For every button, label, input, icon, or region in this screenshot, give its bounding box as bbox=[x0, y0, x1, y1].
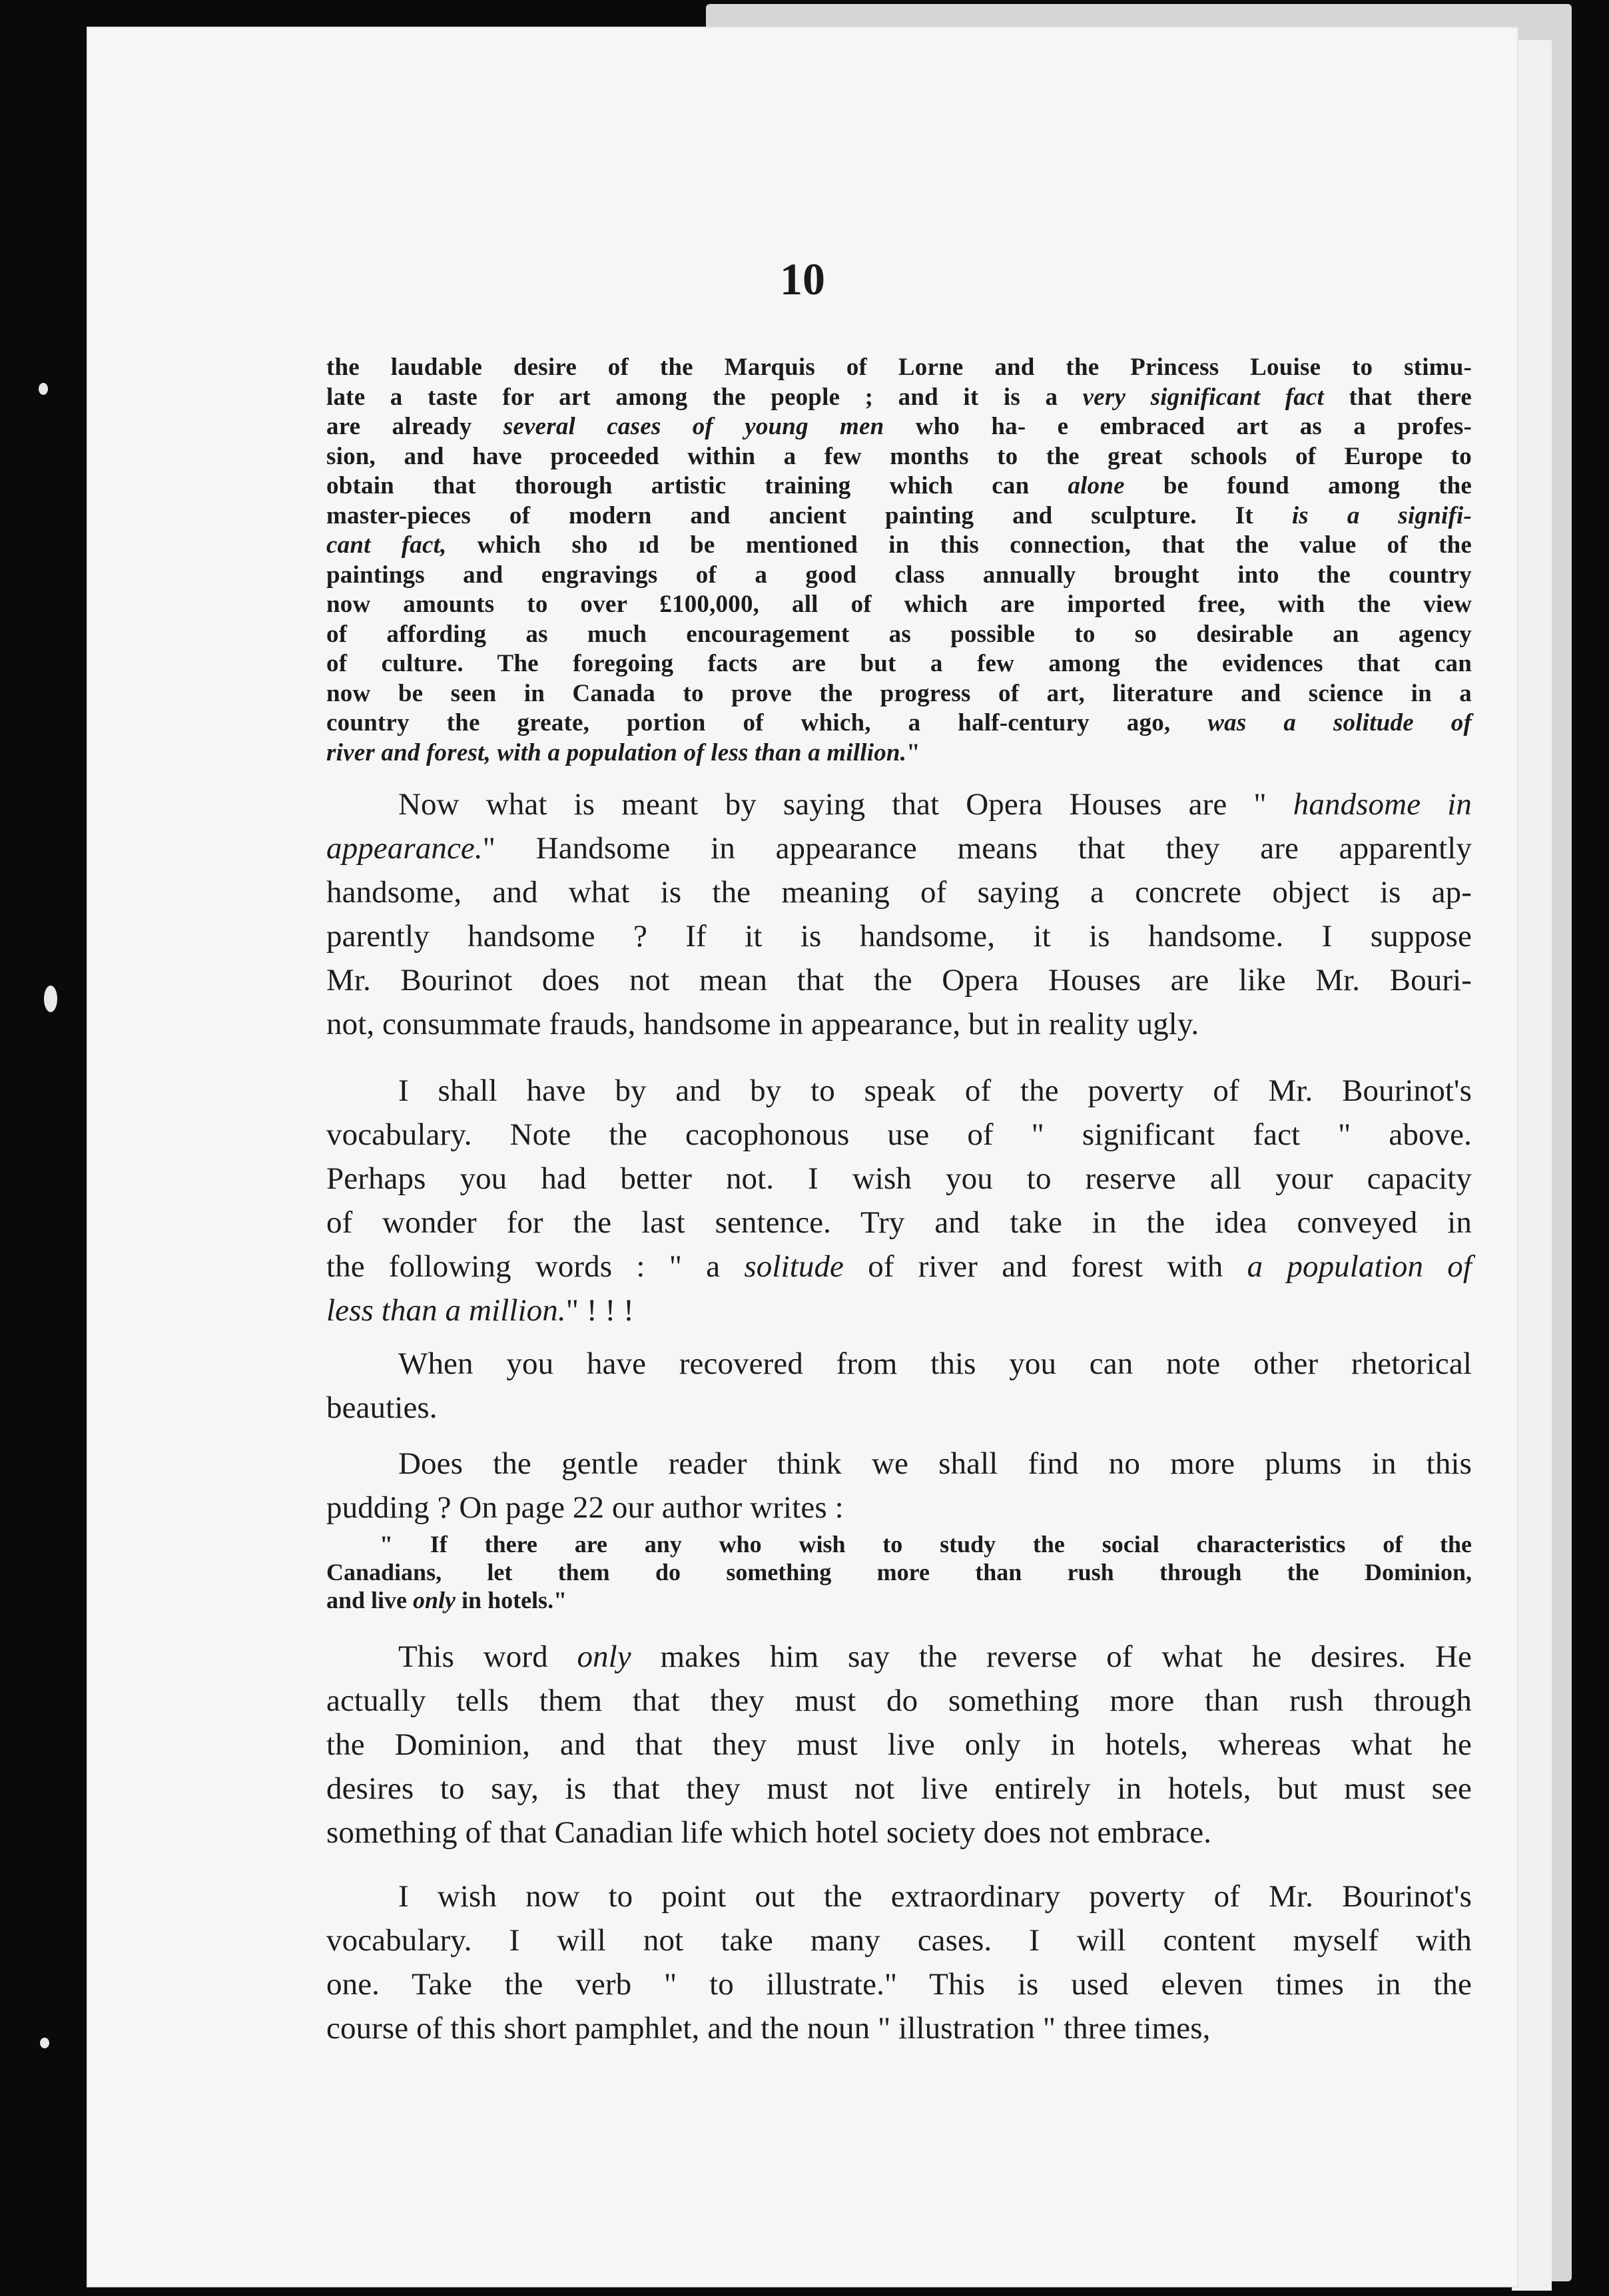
text-run: " Handsome in appearance means that they are apparently bbox=[482, 831, 1472, 866]
text-run: vocabulary. Note the cacophonous use of " significant fact " above. bbox=[326, 1117, 1472, 1152]
text-run: This word bbox=[398, 1639, 577, 1674]
text-line bbox=[326, 1811, 1472, 1855]
text-run: the following words : " a bbox=[326, 1249, 745, 1284]
text-run: that there bbox=[1324, 383, 1472, 411]
italic-text: very significant fact bbox=[1082, 383, 1325, 411]
text-run: the Dominion, and that they must live only in hotels, whereas what he bbox=[326, 1727, 1472, 1762]
text-run: I wish now to point out the extraordinary poverty of Mr. Bourinot's bbox=[398, 1879, 1472, 1914]
text-line bbox=[326, 958, 1472, 1002]
text-line bbox=[326, 1874, 1472, 1918]
text-run: one. Take the verb " to illustrate." This is used eleven times in the bbox=[326, 1967, 1472, 2002]
text-line bbox=[326, 1635, 1472, 1679]
italic-text: solitude bbox=[744, 1249, 844, 1284]
text-run: not, consummate frauds, handsome in appearance, but in reality ugly. bbox=[326, 1007, 1199, 1041]
text-run: sion, and have proceeded within a few months to the great schools of Europe to bbox=[326, 442, 1472, 470]
short-quote bbox=[326, 1530, 1472, 1614]
text-run: When you have recovered from this you can note other rhetorical bbox=[398, 1346, 1472, 1381]
text-run: master-pieces of modern and ancient painting and sculpture. It bbox=[326, 501, 1292, 529]
italic-text: cant fact, bbox=[326, 531, 447, 559]
italic-text: alone bbox=[1068, 472, 1125, 499]
italic-text: was a solitude of bbox=[1207, 709, 1472, 736]
italic-text: only bbox=[577, 1639, 631, 1674]
text-line bbox=[326, 471, 1472, 501]
text-run: Perhaps you had better not. I wish you to reserve all your capacity bbox=[326, 1161, 1472, 1196]
text-run: beauties. bbox=[326, 1390, 438, 1425]
italic-text: handsome in bbox=[1293, 787, 1472, 822]
scan-speck bbox=[40, 2038, 49, 2048]
text-line bbox=[326, 679, 1472, 709]
text-line bbox=[326, 870, 1472, 914]
text-run: " bbox=[906, 738, 920, 766]
paragraph-6 bbox=[326, 1874, 1472, 2050]
text-run: Mr. Bourinot does not mean that the Opera Houses are like Mr. Bouri- bbox=[326, 963, 1472, 998]
text-run: " If there are any who wish to study the social characteristics of the bbox=[380, 1531, 1472, 1558]
text-line bbox=[326, 590, 1472, 620]
text-run: actually tells them that they must do something more than rush through bbox=[326, 1683, 1472, 1718]
paragraph-4 bbox=[326, 1442, 1472, 1530]
text-run: be found among the bbox=[1124, 472, 1472, 499]
paragraph-1 bbox=[326, 782, 1472, 1046]
book-page bbox=[87, 27, 1518, 2287]
text-run: of affording as much encouragement as possible to so desirable an agency bbox=[326, 620, 1472, 648]
paragraph-3 bbox=[326, 1342, 1472, 1430]
italic-text: several cases of young men bbox=[503, 413, 884, 440]
text-run: of culture. The foregoing facts are but a few among the evidences that can bbox=[326, 650, 1472, 677]
text-run: now amounts to over £100,000, all of which are imported free, with the view bbox=[326, 591, 1472, 618]
text-run: who ha- e embraced art as a profes- bbox=[884, 413, 1472, 440]
text-line bbox=[326, 1386, 1472, 1430]
paragraph-2 bbox=[326, 1069, 1472, 1332]
text-line bbox=[326, 1245, 1472, 1289]
text-line bbox=[326, 1723, 1472, 1767]
text-run: makes him say the reverse of what he desires. He bbox=[631, 1639, 1472, 1674]
italic-text: only bbox=[413, 1587, 456, 1613]
text-line bbox=[326, 782, 1472, 826]
text-run: in hotels." bbox=[456, 1587, 567, 1613]
text-line bbox=[326, 531, 1472, 561]
text-line bbox=[326, 914, 1472, 958]
text-line bbox=[326, 2006, 1472, 2050]
text-line bbox=[326, 1342, 1472, 1386]
text-line bbox=[326, 1002, 1472, 1046]
text-line bbox=[326, 709, 1472, 738]
text-run: obtain that thorough artistic training which can bbox=[326, 472, 1068, 499]
text-run: now be seen in Canada to prove the progress of art, literature and science in a bbox=[326, 679, 1472, 707]
italic-text: less than a million. bbox=[326, 1293, 566, 1328]
paragraph-5 bbox=[326, 1635, 1472, 1855]
text-line bbox=[326, 1442, 1472, 1486]
text-run: late a taste for art among the people ; and it is a bbox=[326, 383, 1083, 411]
page-number: 10 bbox=[780, 254, 825, 304]
text-line bbox=[326, 353, 1472, 383]
text-run: Now what is meant by saying that Opera Houses are " bbox=[398, 787, 1293, 822]
italic-text: is a signifi- bbox=[1291, 501, 1472, 529]
text-line bbox=[326, 1113, 1472, 1157]
text-run: and live bbox=[326, 1587, 414, 1613]
text-line bbox=[326, 1069, 1472, 1113]
text-line bbox=[326, 501, 1472, 531]
scan-speck bbox=[39, 383, 48, 395]
text-run: the laudable desire of the Marquis of Lorne and the Princess Louise to stimu- bbox=[326, 354, 1472, 381]
text-line bbox=[326, 738, 1472, 768]
text-run: Does the gentle reader think we shall find no more plums in this bbox=[398, 1446, 1472, 1481]
block-quote bbox=[326, 353, 1472, 768]
text-run: are already bbox=[326, 413, 503, 440]
text-line bbox=[326, 1486, 1472, 1530]
text-line bbox=[326, 1586, 1472, 1614]
text-run: which sho ıd be mentioned in this connection, that the value of the bbox=[446, 531, 1472, 559]
text-line bbox=[326, 1157, 1472, 1201]
italic-text: river and forest, with a population of less than a million. bbox=[326, 738, 907, 766]
text-line bbox=[326, 1558, 1472, 1586]
text-line bbox=[326, 442, 1472, 472]
text-run: handsome, and what is the meaning of saying a concrete object is ap- bbox=[326, 875, 1472, 910]
text-run: Canadians, let them do something more than rush through the Dominion, bbox=[326, 1559, 1472, 1585]
scan-speck bbox=[44, 986, 57, 1012]
text-line bbox=[326, 649, 1472, 679]
text-run: of wonder for the last sentence. Try and take in the idea conveyed in bbox=[326, 1205, 1472, 1240]
text-line bbox=[326, 412, 1472, 442]
italic-text: appearance. bbox=[326, 831, 483, 866]
text-line bbox=[326, 1918, 1472, 1962]
text-line bbox=[326, 1201, 1472, 1245]
text-run: desires to say, is that they must not live entirely in hotels, but must see bbox=[326, 1771, 1472, 1806]
text-run: " ! ! ! bbox=[565, 1293, 634, 1328]
text-run: of river and forest with bbox=[844, 1249, 1247, 1284]
text-line bbox=[326, 1530, 1472, 1558]
text-line bbox=[326, 620, 1472, 650]
text-line bbox=[326, 1679, 1472, 1723]
text-run: I shall have by and by to speak of the poverty of Mr. Bourinot's bbox=[398, 1073, 1472, 1108]
text-line bbox=[326, 1962, 1472, 2006]
text-line bbox=[326, 826, 1472, 870]
text-run: parently handsome ? If it is handsome, it is handsome. I suppose bbox=[326, 919, 1472, 954]
italic-text: a population of bbox=[1247, 1249, 1472, 1284]
text-run: paintings and engravings of a good class annually brought into the country bbox=[326, 561, 1472, 589]
text-run: country the greate, portion of which, a half-century ago, bbox=[326, 709, 1208, 736]
text-run: course of this short pamphlet, and the noun " illustration " three times, bbox=[326, 2011, 1211, 2046]
text-line bbox=[326, 383, 1472, 413]
text-line bbox=[326, 1767, 1472, 1811]
text-line bbox=[326, 561, 1472, 591]
text-run: vocabulary. I will not take many cases. I will content myself with bbox=[326, 1923, 1472, 1958]
text-run: pudding ? On page 22 our author writes : bbox=[326, 1490, 844, 1525]
text-line bbox=[326, 1289, 1472, 1332]
text-run: something of that Canadian life which hotel society does not embrace. bbox=[326, 1815, 1212, 1850]
